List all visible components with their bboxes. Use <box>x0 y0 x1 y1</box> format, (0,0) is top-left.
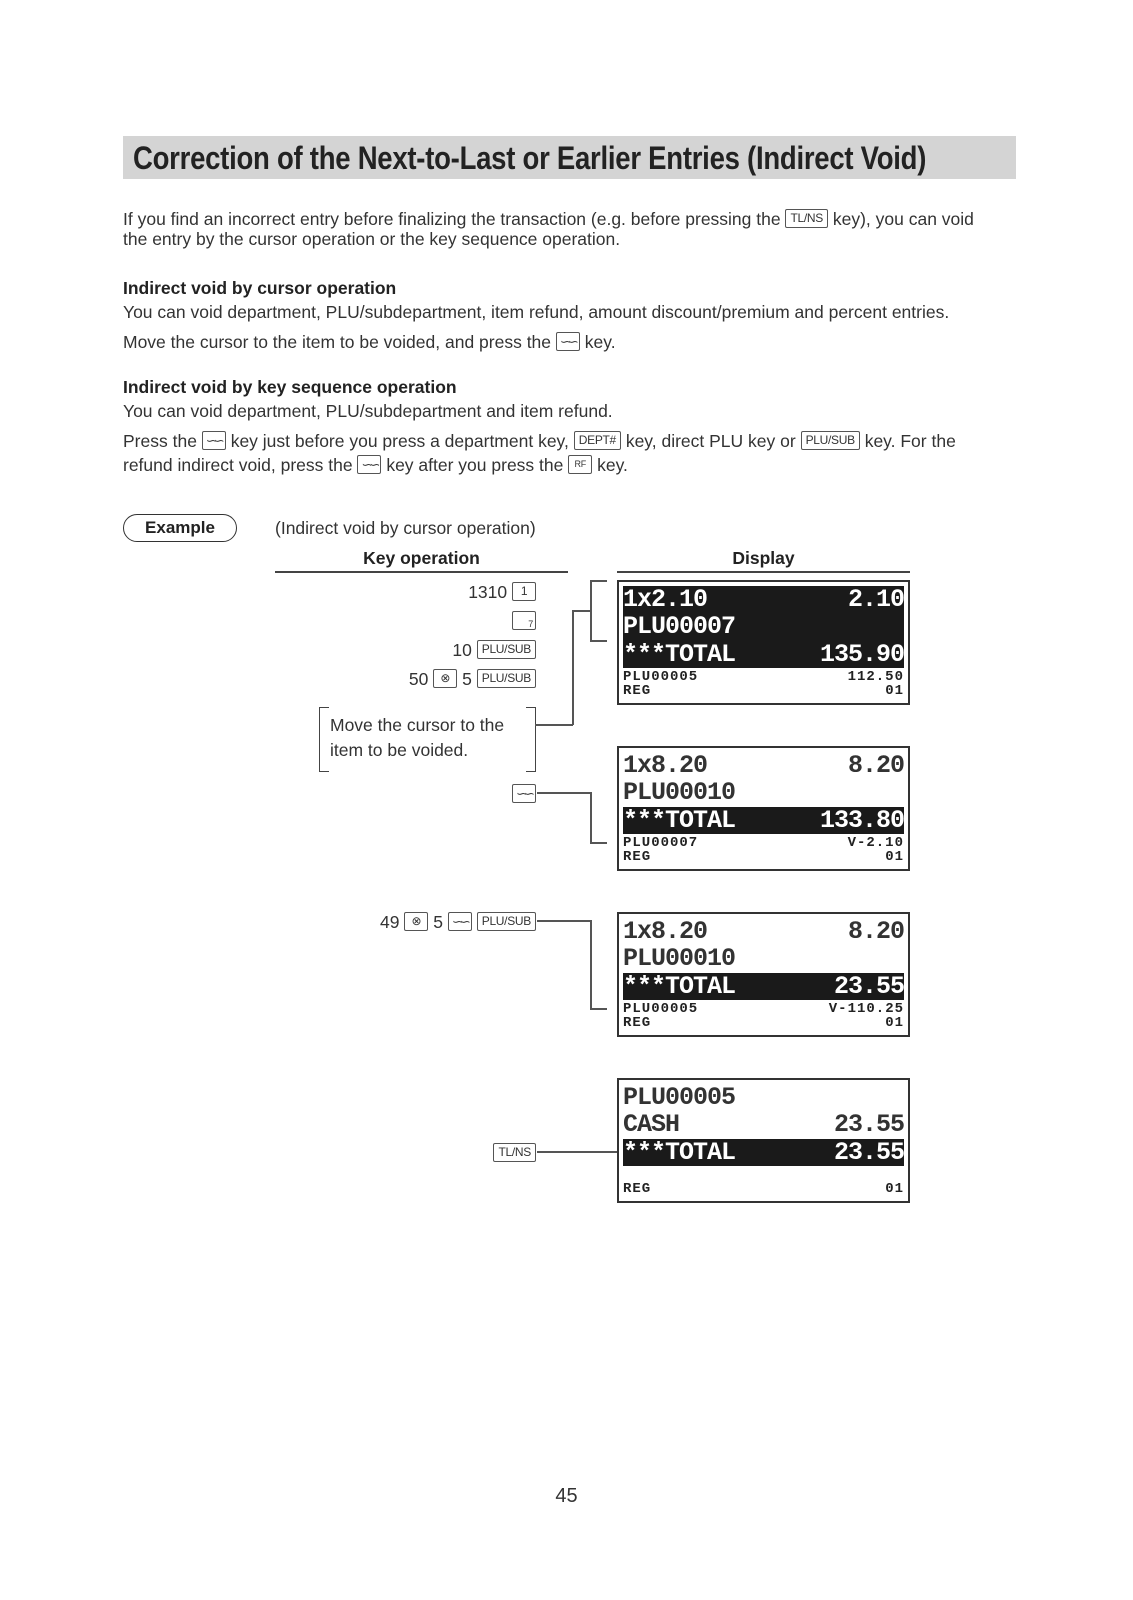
connector-note-v <box>572 610 574 725</box>
display-row-3: ***TOTAL 133.80 <box>623 806 904 835</box>
note-bracket-right <box>526 707 536 772</box>
display-row-5: REG 01 <box>623 1015 904 1031</box>
sequence-section-heading: Indirect void by key sequence operation <box>123 377 457 397</box>
display-row-4: PLU00005 112.50 <box>623 669 904 685</box>
connector-note-h <box>535 724 573 726</box>
display-panel-2 <box>617 746 910 871</box>
note-bracket-left <box>319 707 329 772</box>
display-row-2: PLU00010 <box>623 778 736 807</box>
intro-line-2: the entry by the cursor operation or the key sequence operation. <box>123 229 621 249</box>
step-3: 10 PLU/SUB <box>452 638 536 662</box>
intro-line-1: If you find an incorrect entry before finalizing the transaction (e.g. before pressing the TL/NS key), you can void <box>123 209 974 229</box>
display-row-5: REG 01 <box>623 849 904 865</box>
cursor-section-heading: Indirect void by cursor operation <box>123 278 397 298</box>
tlns-key-icon: TL/NS <box>785 209 828 228</box>
cursor-section-line-1: You can void department, PLU/subdepartment, item refund, amount discount/premium and percent entries. <box>123 302 950 322</box>
page-number: 45 <box>555 1485 578 1507</box>
connector-note-join <box>572 610 590 612</box>
display-row-2: PLU00010 <box>623 944 736 973</box>
note-line-2: item to be voided. <box>330 740 469 760</box>
display-row-4: PLU00005 V-110.25 <box>623 1001 904 1017</box>
rf-key-icon: RF <box>568 455 592 474</box>
connector-tick <box>590 640 607 642</box>
display-rule <box>617 571 910 573</box>
step-5 <box>512 782 536 806</box>
display-panel-3 <box>617 912 910 1037</box>
digit-1-key-icon: 1 <box>512 582 536 601</box>
void-key-icon: ∽∽ <box>202 431 226 450</box>
step-4: 50 ⊗ 5 PLU/SUB <box>409 667 536 691</box>
cursor-section-line-2: Move the cursor to the item to be voided, and press the ∽∽ key. <box>123 332 616 352</box>
connector-step-6-tick <box>590 1008 607 1010</box>
display-row-5: REG 01 <box>623 683 904 699</box>
display-row-4 <box>623 1169 904 1182</box>
void-key-icon: ∽∽ <box>448 912 472 931</box>
step-2 <box>512 609 536 633</box>
example-badge: Example <box>123 514 237 542</box>
step-1: 1310 1 <box>468 580 536 604</box>
sequence-section-line-2: Press the ∽∽ key just before you press a department key, DEPT# key, direct PLU key or PLU/SUB key. For the <box>123 431 956 451</box>
display-row-1: PLU00005 <box>623 1083 736 1112</box>
display-row-1: 1x2.10 2.10 <box>623 585 904 614</box>
connector-bracket-1 <box>590 580 592 640</box>
plusub-key-icon: PLU/SUB <box>477 640 536 659</box>
key-operation-rule <box>275 571 568 573</box>
display-row-3: ***TOTAL 23.55 <box>623 1138 904 1167</box>
plusub-key-icon: PLU/SUB <box>477 669 536 688</box>
plu-7-key-icon: 7 <box>512 611 536 630</box>
void-key-icon: ∽∽ <box>357 455 381 474</box>
connector-tick <box>590 580 607 582</box>
connector-step-5-tick <box>590 842 607 844</box>
display-row-2: CASH 23.55 <box>623 1110 904 1139</box>
display-row-1: 1x8.20 8.20 <box>623 917 904 946</box>
multiply-key-icon: ⊗ <box>404 912 428 931</box>
display-panel-4 <box>617 1078 910 1203</box>
sequence-section-line-1: You can void department, PLU/subdepartment and item refund. <box>123 401 613 421</box>
multiply-key-icon: ⊗ <box>433 669 457 688</box>
display-row-1: 1x8.20 8.20 <box>623 751 904 780</box>
tlns-key-icon: TL/NS <box>493 1143 536 1162</box>
step-6: 49 ⊗ 5 ∽∽ PLU/SUB <box>380 910 536 934</box>
void-key-icon: ∽∽ <box>512 784 536 803</box>
plusub-key-icon: PLU/SUB <box>477 912 536 931</box>
dept-key-icon: DEPT# <box>574 431 621 450</box>
connector-step-6-v <box>590 920 592 1008</box>
display-row-4: PLU00007 V-2.10 <box>623 835 904 851</box>
sequence-section-line-3: refund indirect void, press the ∽∽ key after you press the RF key. <box>123 455 628 475</box>
display-row-5: REG 01 <box>623 1181 904 1197</box>
step-7 <box>493 1141 536 1165</box>
display-row-2: PLU00007 <box>623 612 736 641</box>
display-row-3: ***TOTAL 135.90 <box>623 640 904 669</box>
plusub-key-icon: PLU/SUB <box>801 431 860 450</box>
display-header: Display <box>732 548 795 568</box>
connector-step-5 <box>537 792 592 794</box>
note-line-1: Move the cursor to the <box>330 715 505 735</box>
page-title: Correction of the Next-to-Last or Earlier Entries (Indirect Void) <box>133 140 927 176</box>
void-key-icon: ∽∽ <box>556 332 580 351</box>
connector-step-5-v <box>590 792 592 842</box>
key-operation-header: Key operation <box>363 548 480 568</box>
display-panel-1 <box>617 580 910 705</box>
connector-step-6 <box>537 920 592 922</box>
example-caption: (Indirect void by cursor operation) <box>275 518 536 538</box>
connector-step-7 <box>537 1151 617 1153</box>
display-row-3: ***TOTAL 23.55 <box>623 972 904 1001</box>
